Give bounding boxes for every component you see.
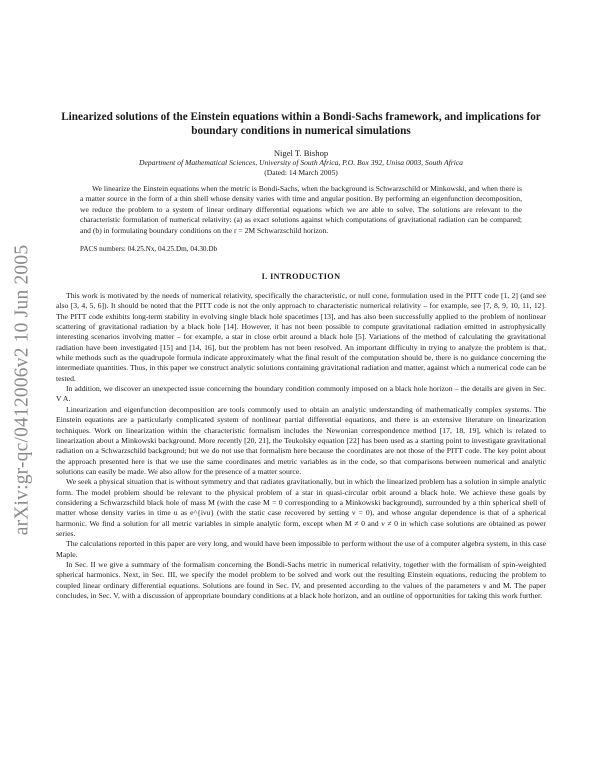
section-heading-introduction: I. INTRODUCTION <box>261 272 341 282</box>
arxiv-identifier-text: arXiv:gr-qc/0412006v2 10 Jun 2005 <box>11 244 32 536</box>
body-paragraph: We seek a physical situation that is without symmetry and that radiates gravitationally, but in which the linearized problem has a solution in simple analytic form. The model problem should be relevant to the physical problem of a star in quasi-circular orbit around a black hole. We achieve these goals by considering a Schwarzschild black hole of mass M (with the case M = 0 corresponding to a Minkowski background), surrounded by a thin spherical shell of matter whose density varies in time u as e^{iνu} (with the static case recovered by setting ν = 0), and whose angular dependence is that of a spherical harmonic. We find a solution for all metric variables in simple analytic form, except when M ≠ 0 and ν ≠ 0 in which case solutions are obtained as power series. <box>56 477 546 538</box>
author-affiliation: Department of Mathematical Sciences, University of South Africa, P.O. Box 392, Unisa 0003, South Africa <box>139 158 463 167</box>
body-paragraph: Linearization and eigenfunction decomposition are tools commonly used to obtain an analytic understanding of mathematically complex systems. The Einstein equations are a particularly complicated system of nonlinear partial differential equations, and there is an extensive literature on linearization techniques. Work on linearization within the characteristic formalism includes the Newonian correspondence method [17, 18, 19], which is related to linearization about a Minkowski background. More recently [20, 21], the Teukolsky equation [22] has been used as a starting point to investigate gravitational radiation on a Schwarzschild background; but we do not use that formalism here because the coordinates are not those of the PITT code. The key point about the approach presented here is that we use the same coordinates and metric variables as in the code, so that comparisons between numerical and analytic solutions can easily be made. We also allow for the presence of a matter source. <box>56 404 546 476</box>
pacs-numbers: PACS numbers: 04.25.Nx, 04.25.Dm, 04.30.Db <box>80 245 218 254</box>
date-line: (Dated: 14 March 2005) <box>264 168 338 177</box>
body-paragraph: The calculations reported in this paper are very long, and would have been impossible to perform without the use of a computer algebra system, in this case Maple. <box>56 539 546 559</box>
body-paragraph: This work is motivated by the needs of numerical relativity, specifically the characteristic, or null cone, formulation used in the PITT code [1, 2] (and see also [3, 4, 5, 6]). It should be noted that the PITT code is not the only approach to characteristic numerical relativity – for example, see [7, 8, 9, 10, 11, 12]. The PITT code exhibits long-term stability in evolving single black hole spacetimes [13], and has also been successfully applied to the problem of nonlinear scattering of gravitational radiation by a black hole [14]. However, it has not been possible to compute gravitational radiation emitted in astrophysically interesting scenarios involving matter – for example, a star in close orbit around a black hole [5]. Variations of the method of calculating the gravitational radiation have been investigated [15] and [14, 16], but the problem has not been resolved. An important difficulty in trying to analyze the problem is that, while methods such as the quadrupole formula indicate approximately what the final result of the computation should be, there is no guidance concerning the intermediate quantities. Thus, in this paper we construct analytic solutions containing gravitational radiation and matter, against which a numerical code can be tested. <box>56 291 546 383</box>
arxiv-identifier <box>2 150 42 630</box>
author-name: Nigel T. Bishop <box>273 148 329 158</box>
paper-page <box>56 110 546 601</box>
paper-title: Linearized solutions of the Einstein equations within a Bondi-Sachs framework, and implications for boundary conditions in numerical simulations <box>61 111 541 137</box>
abstract: We linearize the Einstein equations when the metric is Bondi-Sachs, when the background is Schwarzschild or Minkowski, and when there is a matter source in the form of a thin shell whose density varies with time and angular position. By performing an eigenfunction decomposition, we reduce the problem to a system of linear ordinary differential equations which we are able to solve. The solutions are relevant to the characteristic formulation of numerical relativity: (a) as exact solutions against which computations of gravitational radiation can be compared; and (b) in formulating boundary conditions on the r = 2M Schwarzschild horizon. <box>80 184 522 235</box>
body-paragraph: In Sec. II we give a summary of the formalism concerning the Bondi-Sachs metric in numerical relativity, together with the formalism of spin-weighted spherical harmonics. Next, in Sec. III, we specify the model problem to be solved and work out the resulting Einstein equations, reducing the problem to coupled linear ordinary differential equations. Solutions are found in Sec. IV, and presented according to the values of the parameters ν and M. The paper concludes, in Sec. V, with a discussion of appropriate boundary conditions at a black hole horizon, and an outline of opportunities for taking this work further. <box>56 559 546 600</box>
body-paragraph: In addition, we discover an unexpected issue concerning the boundary condition commonly imposed on a black hole horizon – the details are given in Sec. V A. <box>56 384 546 404</box>
